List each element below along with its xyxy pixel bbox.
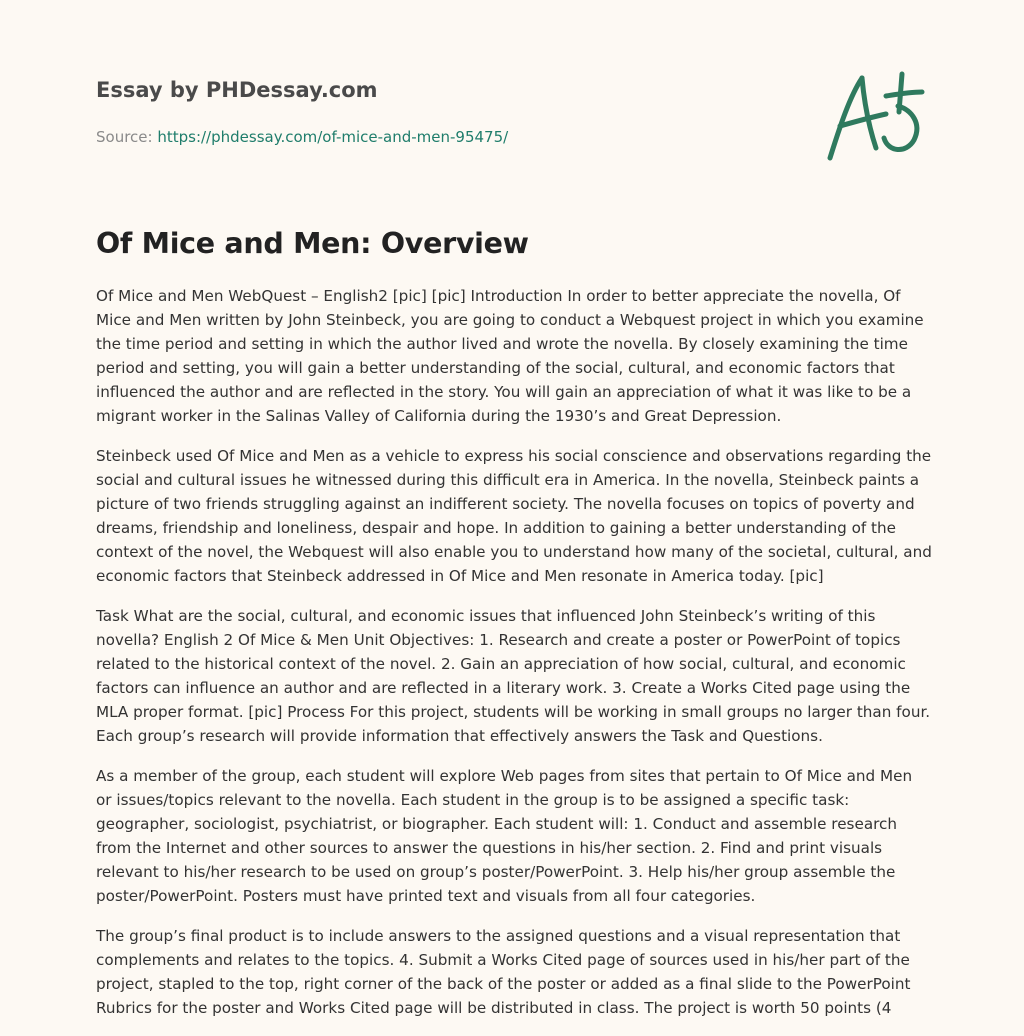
a-plus-logo bbox=[818, 66, 928, 166]
page-header bbox=[96, 72, 696, 148]
source-link[interactable]: https://phdessay.com/of-mice-and-men-95475/ bbox=[157, 128, 509, 146]
paragraph: The group’s final product is to include answers to the assigned questions and a visual representation that complements and relates to the topics. 4. Submit a Works Cited page of sources used in his/her part of the project, stapled to the top, right corner of the back of the poster or added as a final slide to the PowerPoint Rubrics for the poster and Works Cited page will be distributed in class. The project is worth 50 points (4 bbox=[96, 927, 911, 1017]
site-brand: Essay by PHDessay.com bbox=[96, 78, 378, 102]
source-line bbox=[96, 126, 696, 148]
article-body bbox=[96, 284, 932, 1036]
source-label: Source: bbox=[96, 128, 158, 146]
paragraph: Of Mice and Men WebQuest – English2 [pic] [pic] Introduction In order to better appreciate the novella, Of Mice and Men written by John Steinbeck, you are going to conduct a Webquest project in which you examine the time period and setting in which the author lived and wrote the novella. By closely examining the time period and setting, you will gain a better understanding of the social, cultural, and economic factors that influenced the author and are reflected in the story. You will gain an appreciation of what it was like to be a migrant worker in the Salinas Valley of California during the 1930’s and Great Depression. bbox=[96, 287, 924, 425]
paragraph: As a member of the group, each student will explore Web pages from sites that pertain to Of Mice and Men or issues/topics relevant to the novella. Each student in the group is to be assigned a specific task: geographer, sociologist, psychiatrist, or biographer. Each student will: 1. Conduct and assemble research from the Internet and other sources to answer the questions in his/her section. 2. Find and print visuals relevant to his/her research to be used on group’s poster/PowerPoint. 3. Help his/her group assemble the poster/PowerPoint. Posters must have printed text and visuals from all four categories. bbox=[96, 767, 913, 905]
paragraph: Task What are the social, cultural, and economic issues that influenced John Steinbeck’s writing of this novella? English 2 Of Mice & Men Unit Objectives: 1. Research and create a poster or PowerPoint of topics related to the historical context of the novel. 2. Gain an appreciation of how social, cultural, and economic factors can influence an author and are reflected in a literary work. 3. Create a Works Cited page using the MLA proper format. [pic] Process For this project, students will be working in small groups no larger than four. Each group’s research will provide information that effectively answers the Task and Questions. bbox=[96, 607, 931, 745]
article-title: Of Mice and Men: Overview bbox=[96, 227, 529, 260]
paragraph: Steinbeck used Of Mice and Men as a vehicle to express his social conscience and observations regarding the social and cultural issues he witnessed during this difficult era in America. In the novella, Steinbeck paints a picture of two friends struggling against an indifferent society. The novella focuses on topics of poverty and dreams, friendship and loneliness, despair and hope. In addition to gaining a better understanding of the context of the novel, the Webquest will also enable you to understand how many of the societal, cultural, and economic factors that Steinbeck addressed in Of Mice and Men resonate in America today. [pic] bbox=[96, 447, 932, 585]
a-plus-logo-icon bbox=[818, 66, 928, 166]
